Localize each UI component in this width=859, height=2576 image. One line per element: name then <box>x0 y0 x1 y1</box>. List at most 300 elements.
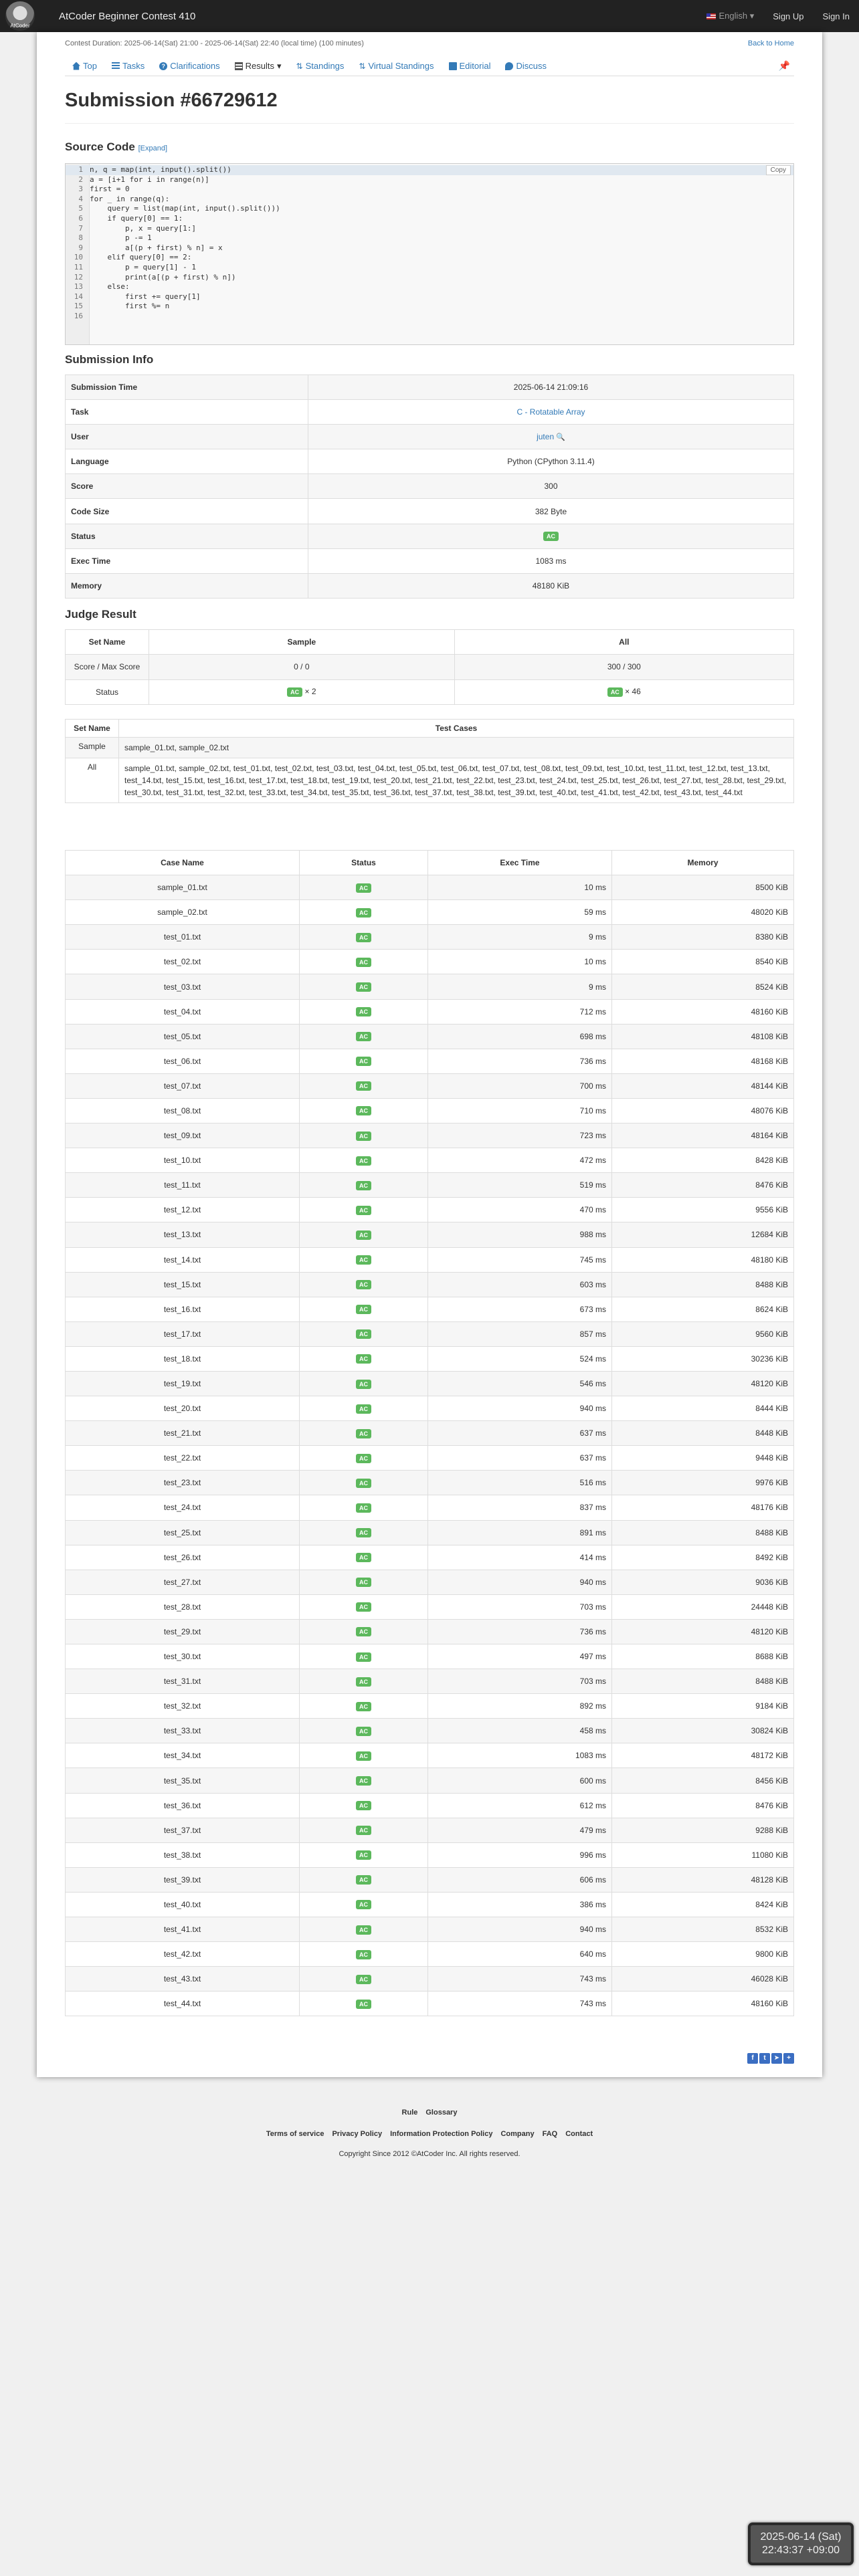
case-status-cell <box>300 900 428 925</box>
info-row <box>66 425 794 449</box>
table-row <box>66 974 794 999</box>
case-status-cell <box>300 1272 428 1297</box>
line-number: 4 <box>78 194 83 203</box>
code-line <box>66 312 793 322</box>
code-line <box>66 165 793 175</box>
us-flag-icon <box>706 13 716 19</box>
tab-results-dropdown[interactable]: Results ▾ <box>227 61 289 72</box>
code-line <box>66 253 793 263</box>
status-badge: AC <box>356 1727 371 1736</box>
status-badge: AC <box>356 1875 371 1885</box>
case-name: test_19.txt <box>66 1371 300 1396</box>
info-value: 382 Byte <box>535 506 567 516</box>
code-line <box>66 224 793 234</box>
case-memory: 12684 KiB <box>612 1222 794 1247</box>
info-label: Task <box>66 400 308 425</box>
case-memory: 48020 KiB <box>612 900 794 925</box>
status-badge: AC <box>356 1181 371 1190</box>
footer-link[interactable]: Privacy Policy <box>332 2130 383 2138</box>
tab-editorial[interactable]: Editorial <box>442 61 498 71</box>
case-status-cell <box>300 875 428 900</box>
footer-link[interactable]: Terms of service <box>266 2130 324 2138</box>
case-exec-time: 723 ms <box>428 1123 612 1148</box>
twitter-icon[interactable]: t <box>759 2053 770 2064</box>
info-value-cell <box>308 548 794 573</box>
code-line <box>66 243 793 253</box>
expand-link[interactable]: [Expand] <box>138 144 168 152</box>
table-row <box>66 1421 794 1446</box>
case-status-cell <box>300 950 428 974</box>
status-badge: AC <box>356 1380 371 1389</box>
case-status-cell <box>300 999 428 1024</box>
case-memory: 48128 KiB <box>612 1867 794 1892</box>
case-exec-time: 743 ms <box>428 1967 612 1992</box>
question-icon: ? <box>159 62 167 70</box>
case-memory: 8488 KiB <box>612 1669 794 1694</box>
case-memory: 48160 KiB <box>612 999 794 1024</box>
table-row <box>66 1024 794 1049</box>
case-name: test_32.txt <box>66 1694 300 1719</box>
case-status-cell <box>300 1371 428 1396</box>
status-badge: AC <box>356 883 371 893</box>
table-row <box>66 1694 794 1719</box>
telegram-icon[interactable]: ➤ <box>771 2053 782 2064</box>
status-badge: AC <box>356 1156 371 1166</box>
list-icon <box>112 62 120 70</box>
case-exec-time: 516 ms <box>428 1471 612 1495</box>
code-text: query = list(map(int, input().split())) <box>90 204 280 213</box>
info-label: Memory <box>66 573 308 598</box>
divider <box>65 123 794 124</box>
col-exec-time: Exec Time <box>428 851 612 875</box>
copyright: Copyright Since 2012 ©AtCoder Inc. All rights reserved. <box>339 2150 520 2158</box>
case-memory: 8524 KiB <box>612 974 794 999</box>
case-memory: 8428 KiB <box>612 1148 794 1173</box>
case-memory: 9448 KiB <box>612 1446 794 1471</box>
line-number: 15 <box>74 302 83 311</box>
status-badge: AC <box>543 532 559 541</box>
case-exec-time: 497 ms <box>428 1644 612 1669</box>
tab-virtual-standings[interactable]: ⇅ Virtual Standings <box>359 61 434 71</box>
code-text: first %= n <box>90 302 170 311</box>
case-status-cell <box>300 1421 428 1446</box>
status-badge: AC <box>356 1057 371 1066</box>
status-badge: AC <box>356 1627 371 1636</box>
case-name: test_15.txt <box>66 1272 300 1297</box>
case-status-cell <box>300 1644 428 1669</box>
sort-icon: ⇅ <box>296 61 303 71</box>
case-memory: 8500 KiB <box>612 875 794 900</box>
case-status-cell <box>300 1123 428 1148</box>
tab-tasks[interactable]: Tasks <box>104 61 152 71</box>
case-exec-time: 891 ms <box>428 1520 612 1545</box>
info-value: 2025-06-14 21:09:16 <box>513 383 589 393</box>
tab-top[interactable]: Top <box>65 61 104 71</box>
case-memory: 8424 KiB <box>612 1892 794 1917</box>
case-name: test_36.txt <box>66 1793 300 1818</box>
share-buttons <box>747 2053 794 2064</box>
case-memory: 48120 KiB <box>612 1619 794 1644</box>
case-name: test_13.txt <box>66 1222 300 1247</box>
case-status-cell <box>300 974 428 999</box>
case-name: test_08.txt <box>66 1098 300 1123</box>
case-status-cell <box>300 1198 428 1222</box>
case-memory: 8492 KiB <box>612 1545 794 1570</box>
status-badge: AC <box>356 1305 371 1314</box>
status-badge: AC <box>356 1553 371 1562</box>
tab-clarifications[interactable]: ? Clarifications <box>152 61 227 71</box>
table-row <box>66 1495 794 1520</box>
code-text: if query[0] == 1: <box>90 213 183 223</box>
status-badge: AC <box>356 908 371 918</box>
case-status-cell <box>300 1321 428 1346</box>
status-badge: AC <box>356 1106 371 1115</box>
line-number: 1 <box>78 165 83 174</box>
language-selector[interactable]: English ▾ <box>706 11 754 21</box>
case-memory: 46028 KiB <box>612 1967 794 1992</box>
code-text: n, q = map(int, input().split()) <box>90 165 231 174</box>
fixed-clock <box>748 2523 854 2565</box>
table-row <box>66 1967 794 1992</box>
footer-link[interactable]: Rule <box>401 2109 418 2117</box>
facebook-icon[interactable]: f <box>747 2053 758 2064</box>
case-name: test_24.txt <box>66 1495 300 1520</box>
status-badge: AC <box>356 2000 371 2009</box>
case-exec-time: 736 ms <box>428 1619 612 1644</box>
table-row <box>66 1892 794 1917</box>
table-row <box>66 1049 794 1073</box>
status-badge: AC <box>356 1429 371 1438</box>
case-name: test_20.txt <box>66 1396 300 1421</box>
table-row <box>66 1842 794 1867</box>
contest-duration: Contest Duration: 2025-06-14(Sat) 21:00 - 2025-06-14(Sat) 22:40 (local time) (100 minutes) <box>65 39 364 47</box>
info-value: 48180 KiB <box>532 580 570 591</box>
table-row <box>66 1669 794 1694</box>
case-memory: 8540 KiB <box>612 950 794 974</box>
table-row <box>66 1545 794 1570</box>
case-name: test_41.txt <box>66 1917 300 1942</box>
back-to-home-link[interactable]: Back to Home <box>747 39 794 47</box>
sample-status: AC × 2 <box>149 679 455 704</box>
case-exec-time: 519 ms <box>428 1173 612 1198</box>
case-memory: 48172 KiB <box>612 1743 794 1768</box>
table-row <box>66 1173 794 1198</box>
table-row <box>66 1520 794 1545</box>
code-text: p -= 1 <box>90 233 152 243</box>
line-number: 3 <box>78 185 83 194</box>
search-icon[interactable]: 🔍 <box>554 433 565 442</box>
col-test-cases: Test Cases <box>119 720 794 738</box>
info-value-cell <box>308 400 794 425</box>
case-status-cell <box>300 1694 428 1719</box>
case-name: test_30.txt <box>66 1644 300 1669</box>
info-row <box>66 375 794 400</box>
status-badge: AC <box>356 1255 371 1265</box>
info-row <box>66 499 794 524</box>
book-icon <box>449 62 457 70</box>
code-line <box>66 292 793 302</box>
case-exec-time: 10 ms <box>428 875 612 900</box>
line-number: 5 <box>78 204 83 213</box>
case-name: test_18.txt <box>66 1346 300 1371</box>
case-name: test_38.txt <box>66 1842 300 1867</box>
case-memory: 9976 KiB <box>612 1471 794 1495</box>
case-status-cell <box>300 1619 428 1644</box>
status-badge: AC <box>356 1280 371 1289</box>
score-row-label: Score / Max Score <box>66 655 149 679</box>
table-row <box>66 1917 794 1942</box>
case-exec-time: 458 ms <box>428 1719 612 1743</box>
info-row <box>66 548 794 573</box>
info-value-cell <box>308 474 794 499</box>
code-line <box>66 273 793 283</box>
code-line <box>66 302 793 312</box>
case-exec-time: 988 ms <box>428 1222 612 1247</box>
status-badge: AC <box>356 1652 371 1662</box>
info-value: 300 <box>544 481 558 492</box>
page-title: Submission #66729612 <box>65 90 278 111</box>
set-name-all: All <box>66 758 119 803</box>
case-exec-time: 940 ms <box>428 1570 612 1594</box>
col-memory: Memory <box>612 851 794 875</box>
info-row <box>66 400 794 425</box>
case-memory: 9184 KiB <box>612 1694 794 1719</box>
case-memory: 11080 KiB <box>612 1842 794 1867</box>
contest-nav-tabs <box>65 56 794 76</box>
case-exec-time: 640 ms <box>428 1942 612 1967</box>
source-code-block[interactable] <box>65 163 794 345</box>
status-row-label: Status <box>66 679 149 704</box>
case-memory: 8532 KiB <box>612 1917 794 1942</box>
status-badge: AC <box>356 1132 371 1141</box>
case-exec-time: 710 ms <box>428 1098 612 1123</box>
status-badge: AC <box>356 1578 371 1587</box>
judge-result-table <box>65 629 794 705</box>
main-panel <box>37 32 822 2077</box>
table-row <box>66 1123 794 1148</box>
case-status-cell <box>300 1446 428 1471</box>
case-status-cell <box>300 1148 428 1173</box>
all-status: AC × 46 <box>454 679 793 704</box>
table-row <box>66 1992 794 2016</box>
table-row <box>66 1198 794 1222</box>
pin-icon[interactable]: 📌 <box>778 60 790 71</box>
case-status-cell <box>300 1768 428 1793</box>
case-name: test_07.txt <box>66 1073 300 1098</box>
case-name: test_34.txt <box>66 1743 300 1768</box>
status-badge: AC <box>356 1677 371 1687</box>
code-line <box>66 195 793 205</box>
case-name: test_04.txt <box>66 999 300 1024</box>
case-memory: 8448 KiB <box>612 1421 794 1446</box>
case-status-cell <box>300 925 428 950</box>
copy-button[interactable]: Copy <box>766 165 791 175</box>
case-exec-time: 745 ms <box>428 1247 612 1272</box>
case-name: test_12.txt <box>66 1198 300 1222</box>
caret-down-icon: ▾ <box>749 11 755 21</box>
share-plus-icon[interactable]: + <box>783 2053 794 2064</box>
case-memory: 9556 KiB <box>612 1198 794 1222</box>
case-memory: 9036 KiB <box>612 1570 794 1594</box>
case-name: test_11.txt <box>66 1173 300 1198</box>
case-exec-time: 612 ms <box>428 1793 612 1818</box>
case-exec-time: 10 ms <box>428 950 612 974</box>
contest-name-link[interactable]: AtCoder Beginner Contest 410 <box>59 10 196 22</box>
clock-date: 2025-06-14 (Sat) <box>760 2531 842 2543</box>
footer-link[interactable]: Company <box>500 2130 535 2138</box>
case-name: test_43.txt <box>66 1967 300 1992</box>
info-value-cell <box>308 425 794 449</box>
info-label: Submission Time <box>66 375 308 400</box>
footer-link[interactable]: Glossary <box>425 2109 458 2117</box>
case-name: test_37.txt <box>66 1818 300 1842</box>
table-row <box>66 925 794 950</box>
tab-discuss[interactable]: Discuss <box>498 61 554 71</box>
sign-in-link[interactable]: Sign In <box>822 11 850 21</box>
status-badge: AC <box>356 1925 371 1935</box>
info-row <box>66 573 794 598</box>
sample-score: 0 / 0 <box>149 655 455 679</box>
case-status-cell <box>300 1917 428 1942</box>
case-exec-time: 546 ms <box>428 1371 612 1396</box>
table-row <box>66 1818 794 1842</box>
table-row <box>66 1371 794 1396</box>
status-badge: AC <box>356 1826 371 1835</box>
case-name: test_44.txt <box>66 1992 300 2016</box>
line-number: 2 <box>78 175 83 184</box>
code-line <box>66 282 793 292</box>
status-badge: AC <box>356 958 371 967</box>
info-value-link[interactable]: C - Rotatable Array <box>516 407 585 417</box>
code-text: for _ in range(q): <box>90 194 170 203</box>
code-text: first = 0 <box>90 185 130 194</box>
case-exec-time: 940 ms <box>428 1396 612 1421</box>
case-exec-time: 700 ms <box>428 1073 612 1098</box>
case-exec-time: 857 ms <box>428 1321 612 1346</box>
code-line <box>66 185 793 195</box>
line-number: 6 <box>78 213 83 223</box>
case-status-cell <box>300 1570 428 1594</box>
code-line <box>66 204 793 214</box>
case-status-cell <box>300 1892 428 1917</box>
case-results-table <box>65 850 794 2016</box>
case-exec-time: 524 ms <box>428 1346 612 1371</box>
case-memory: 8476 KiB <box>612 1173 794 1198</box>
case-exec-time: 996 ms <box>428 1842 612 1867</box>
footer-link[interactable]: FAQ <box>542 2130 558 2138</box>
status-badge: AC <box>356 1329 371 1339</box>
case-exec-time: 637 ms <box>428 1446 612 1471</box>
case-memory: 48164 KiB <box>612 1123 794 1148</box>
table-row <box>66 900 794 925</box>
code-text <box>87 312 90 322</box>
code-text: a[(p + first) % n] = x <box>90 243 223 252</box>
case-name: test_35.txt <box>66 1768 300 1793</box>
case-name: test_28.txt <box>66 1594 300 1619</box>
footer-link[interactable]: Contact <box>565 2130 593 2138</box>
case-memory: 8380 KiB <box>612 925 794 950</box>
case-status-cell <box>300 1049 428 1073</box>
case-exec-time: 892 ms <box>428 1694 612 1719</box>
case-name: sample_02.txt <box>66 900 300 925</box>
code-text: p = query[1] - 1 <box>90 262 196 272</box>
case-memory: 9560 KiB <box>612 1321 794 1346</box>
case-memory: 48076 KiB <box>612 1098 794 1123</box>
table-row <box>66 875 794 900</box>
case-exec-time: 703 ms <box>428 1669 612 1694</box>
info-label: Language <box>66 449 308 474</box>
case-status-cell <box>300 1024 428 1049</box>
info-label: Exec Time <box>66 548 308 573</box>
table-row <box>66 1222 794 1247</box>
info-row <box>66 449 794 474</box>
table-row <box>66 1644 794 1669</box>
table-row <box>66 1247 794 1272</box>
tab-standings[interactable]: ⇅ Standings <box>296 61 345 71</box>
table-row <box>66 1073 794 1098</box>
info-value-cell <box>308 573 794 598</box>
case-name: test_25.txt <box>66 1520 300 1545</box>
table-row <box>66 1396 794 1421</box>
status-badge: AC <box>356 933 371 942</box>
info-value-link[interactable]: juten <box>537 432 555 442</box>
case-memory: 48108 KiB <box>612 1024 794 1049</box>
case-memory: 48144 KiB <box>612 1073 794 1098</box>
sign-up-link[interactable]: Sign Up <box>773 11 804 21</box>
case-memory: 8456 KiB <box>612 1768 794 1793</box>
footer-link[interactable]: Information Protection Policy <box>390 2130 493 2138</box>
case-memory: 9800 KiB <box>612 1942 794 1967</box>
judge-result-heading: Judge Result <box>65 608 136 621</box>
case-exec-time: 712 ms <box>428 999 612 1024</box>
case-status-cell <box>300 1743 428 1768</box>
table-row <box>66 1346 794 1371</box>
case-name: test_01.txt <box>66 925 300 950</box>
status-badge: AC <box>287 687 302 697</box>
line-number: 13 <box>74 282 83 292</box>
case-exec-time: 673 ms <box>428 1297 612 1321</box>
atcoder-logo[interactable] <box>0 0 40 32</box>
case-status-cell <box>300 1719 428 1743</box>
sort-icon: ⇅ <box>359 61 366 71</box>
case-status-cell <box>300 1297 428 1321</box>
caret-down-icon: ▾ <box>276 60 282 71</box>
case-exec-time: 414 ms <box>428 1545 612 1570</box>
info-value-cell <box>308 375 794 400</box>
case-name: test_26.txt <box>66 1545 300 1570</box>
case-name: test_09.txt <box>66 1123 300 1148</box>
all-case-list: sample_01.txt, sample_02.txt, test_01.txt, test_02.txt, test_03.txt, test_04.txt, test_05.txt, test_06.txt, test_07.txt, test_08.txt, test_09.txt, test_10.txt, test_11.txt, test_12.txt, test_13.txt, test_14.txt, test_15.txt, test_16.txt, test_17.txt, test_18.txt, test_19.txt, test_20.txt, test_21.txt, test_22.txt, test_23.txt, test_24.txt, test_25.txt, test_26.txt, test_27.txt, test_28.txt, test_29.txt, test_30.txt, test_31.txt, test_32.txt, test_33.txt, test_34.txt, test_35.txt, test_36.txt, test_37.txt, test_38.txt, test_39.txt, test_40.txt, test_41.txt, test_42.txt, test_43.txt, test_44.txt <box>119 758 794 803</box>
table-row <box>66 1942 794 1967</box>
case-name: test_42.txt <box>66 1942 300 1967</box>
case-memory: 8476 KiB <box>612 1793 794 1818</box>
case-status-cell <box>300 1222 428 1247</box>
home-icon <box>72 62 80 70</box>
case-name: test_03.txt <box>66 974 300 999</box>
case-memory: 8488 KiB <box>612 1520 794 1545</box>
case-memory: 30236 KiB <box>612 1346 794 1371</box>
status-badge: AC <box>356 1479 371 1488</box>
table-row <box>66 1594 794 1619</box>
case-exec-time: 600 ms <box>428 1768 612 1793</box>
info-label: User <box>66 425 308 449</box>
case-memory: 48176 KiB <box>612 1495 794 1520</box>
info-value-cell <box>308 524 794 548</box>
status-badge: AC <box>356 1230 371 1240</box>
info-value: Python (CPython 3.11.4) <box>507 457 595 467</box>
status-badge: AC <box>356 1206 371 1215</box>
case-exec-time: 603 ms <box>428 1272 612 1297</box>
